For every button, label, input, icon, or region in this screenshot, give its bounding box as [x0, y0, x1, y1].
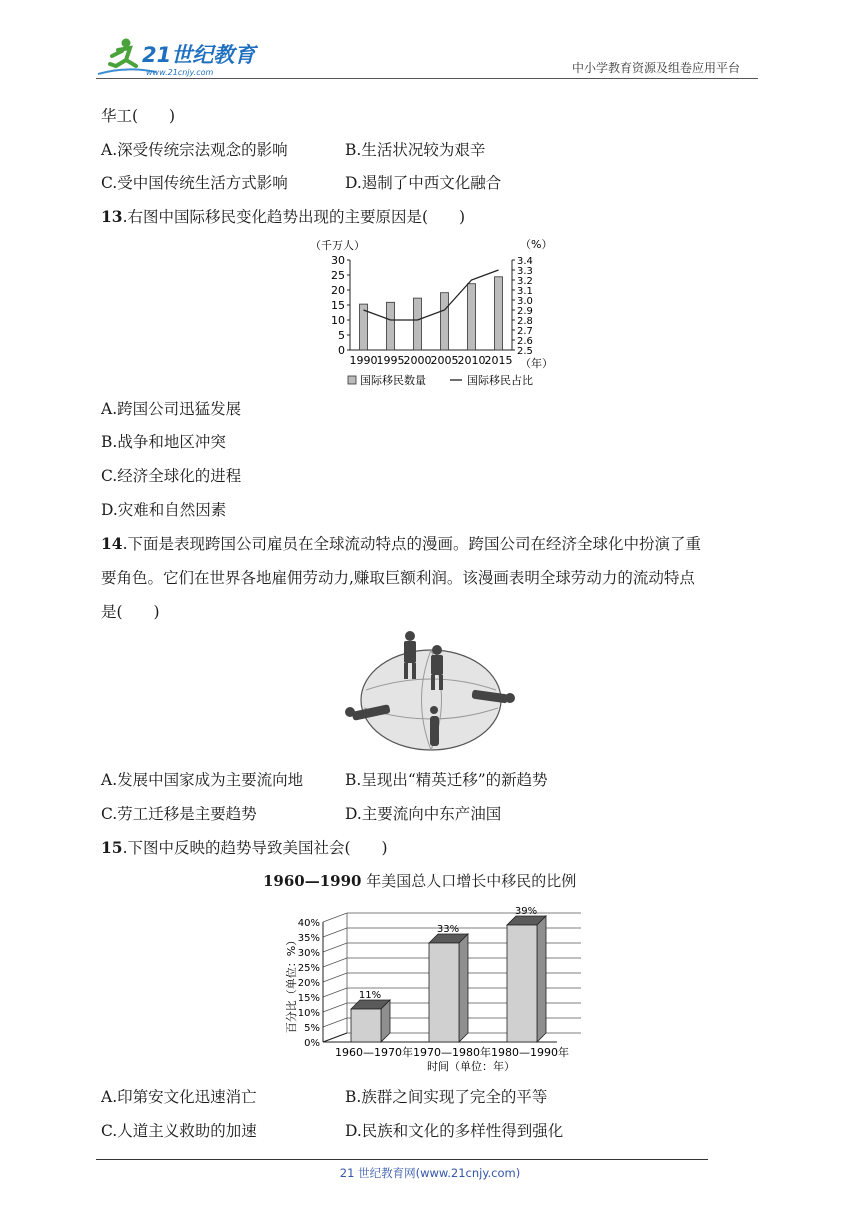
chart13-x-tick: 2015 — [484, 354, 513, 367]
q13-number: 13 — [101, 207, 123, 226]
q13-stem — [101, 207, 465, 227]
q13-option-c: C.经济全球化的进程 — [101, 467, 242, 485]
chart13-right-tick: 3.0 — [517, 296, 533, 307]
chart15-y-tick: 10% — [297, 1008, 320, 1019]
chart15-bar-side — [537, 916, 546, 1042]
chart15-title — [263, 871, 576, 891]
chart13-left-tick: 5 — [338, 329, 345, 342]
chart15-x-tick: 1980—1990年 — [491, 1046, 569, 1059]
cartoon-globe-workers — [342, 628, 520, 756]
q14-stem-line3: 是( ) — [101, 603, 160, 621]
footer-divider — [96, 1159, 708, 1160]
chart15-y-tick: 5% — [304, 1023, 320, 1034]
chart15-bar — [507, 925, 537, 1042]
footer-text: 21 世纪教育网(www.21cnjy.com) — [339, 1166, 521, 1180]
q15-option-d: D.民族和文化的多样性得到强化 — [345, 1122, 564, 1140]
q14-option-d: D.主要流向中东产油国 — [345, 805, 502, 823]
chart13-right-tick: 2.6 — [517, 336, 533, 347]
chart13-x-tick: 2000 — [403, 354, 432, 367]
q14-option-a: A.发展中国家成为主要流向地 — [101, 771, 304, 789]
chart15-bar — [351, 1009, 381, 1042]
q13-stem-text: .右图中国际移民变化趋势出现的主要原因是( ) — [122, 208, 466, 226]
chart13-bar — [414, 298, 422, 350]
chart13-share-line — [364, 270, 499, 320]
chart13-bar — [495, 277, 503, 350]
chart15-y-tick: 20% — [297, 978, 320, 989]
chart13-legend-line: 国际移民占比 — [467, 374, 533, 387]
q15-stem-text: .下图中反映的趋势导致美国社会( ) — [122, 839, 388, 857]
chart13-x-tick: 1990 — [349, 354, 378, 367]
chart13-left-unit: （千万人） — [310, 239, 365, 252]
chart15-y-tick: 30% — [297, 948, 320, 959]
logo-text: 21世纪教育 — [142, 43, 256, 67]
chart13-left-tick: 30 — [331, 254, 345, 267]
chart13-right-tick: 3.2 — [517, 276, 533, 287]
chart13-left-tick: 10 — [331, 314, 345, 327]
chart15-y-tick: 35% — [297, 933, 320, 944]
chart13-right-tick: 2.9 — [517, 306, 533, 317]
chart13-right-tick: 2.8 — [517, 316, 533, 327]
chart15-y-tick: 15% — [297, 993, 320, 1004]
chart15-x-tick: 1960—1970年 — [335, 1046, 413, 1059]
header-platform-text: 中小学教育资源及组卷应用平台 — [572, 61, 741, 75]
chart15-data-label: 11% — [358, 990, 382, 1001]
chart13-bar — [387, 302, 395, 350]
q12-stem: 华工( ) — [101, 107, 176, 125]
q15-option-a: A.印第安文化迅速消亡 — [101, 1088, 257, 1106]
logo-url: www.21cnjy.com — [146, 68, 214, 77]
chart13-right-tick: 2.5 — [517, 346, 533, 357]
chart15-bar-side — [459, 934, 468, 1042]
chart13-right-tick: 3.4 — [517, 256, 533, 267]
chart13-left-tick: 0 — [338, 344, 345, 357]
chart13-right-tick: 3.1 — [517, 286, 533, 297]
chart-us-immigration-share — [275, 896, 585, 1076]
chart15-y-tick: 40% — [297, 918, 320, 929]
q13-option-d: D.灾难和自然因素 — [101, 501, 227, 519]
q14-option-b: B.呈现出“精英迁移”的新趋势 — [345, 771, 548, 789]
chart13-left-tick: 15 — [331, 299, 345, 312]
chart13-right-unit: （%） — [520, 238, 553, 251]
q15-option-c: C.人道主义救助的加速 — [101, 1122, 257, 1140]
chart15-xlabel: 时间（单位：年） — [427, 1060, 515, 1073]
chart15-data-label: 33% — [436, 924, 460, 935]
chart15-ylabel: 百分比（单位：%） — [285, 934, 298, 1034]
chart15-bar — [429, 943, 459, 1042]
q15-option-b: B.族群之间实现了完全的平等 — [345, 1088, 548, 1106]
chart15-data-label: 39% — [514, 906, 538, 917]
chart15-y-tick: 25% — [297, 963, 320, 974]
site-logo — [96, 36, 266, 80]
q14-number: 14 — [101, 534, 123, 553]
q14-option-c: C.劳工迁移是主要趋势 — [101, 805, 257, 823]
chart13-right-tick: 2.7 — [517, 326, 533, 337]
q13-option-b: B.战争和地区冲突 — [101, 433, 226, 451]
q12-option-a: A.深受传统宗法观念的影响 — [101, 141, 288, 159]
chart13-right-tick: 3.3 — [517, 266, 533, 277]
chart13-left-tick: 20 — [331, 284, 345, 297]
q12-option-b: B.生活状况较为艰辛 — [345, 141, 486, 159]
chart13-legend-bar: 国际移民数量 — [360, 374, 426, 387]
chart13-bar — [441, 293, 449, 350]
q13-option-a: A.跨国公司迅猛发展 — [101, 400, 242, 418]
chart13-left-tick: 25 — [331, 269, 345, 282]
header-divider — [96, 78, 758, 79]
q15-number: 15 — [101, 838, 123, 857]
chart13-x-tick: 2005 — [430, 354, 459, 367]
chart15-title-rest: 年美国总人口增长中移民的比例 — [361, 872, 577, 890]
q12-option-d: D.遏制了中西文化融合 — [345, 174, 502, 192]
chart15-x-tick: 1970—1980年 — [413, 1046, 491, 1059]
q15-stem — [101, 838, 388, 858]
chart15-title-years: 1960—1990 — [263, 872, 362, 890]
chart13-x-unit: （年） — [520, 357, 553, 370]
chart13-bar — [468, 284, 476, 350]
chart13-x-tick: 1995 — [376, 354, 405, 367]
q14-stem-line1 — [101, 534, 701, 554]
chart13-legend-bar-swatch — [348, 376, 356, 384]
q14-stem-line2: 要角色。它们在世界各地雇佣劳动力,赚取巨额利润。该漫画表明全球劳动力的流动特点 — [101, 569, 695, 587]
chart13-x-tick: 2010 — [457, 354, 486, 367]
chart15-y-tick: 0% — [304, 1038, 320, 1049]
chart-international-migrants — [300, 234, 560, 390]
q14-stem-text1: .下面是表现跨国公司雇员在全球流动特点的漫画。跨国公司在经济全球化中扮演了重 — [122, 535, 702, 553]
q12-option-c: C.受中国传统生活方式影响 — [101, 174, 288, 192]
